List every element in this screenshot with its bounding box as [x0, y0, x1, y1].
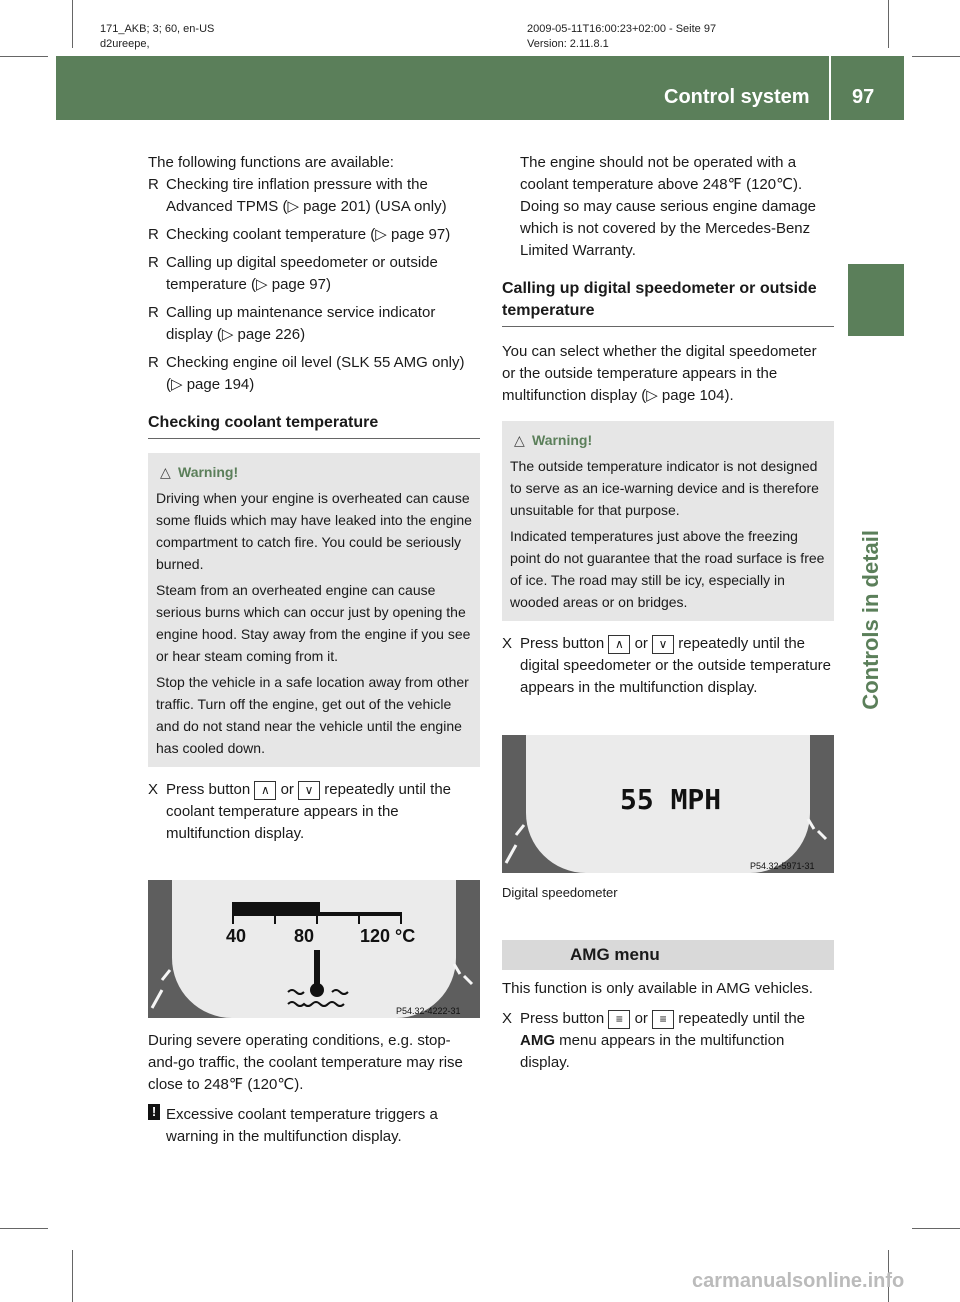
step-text-bold: AMG: [520, 1032, 555, 1049]
paragraph: This function is only available in AMG vehicles.: [502, 980, 813, 997]
step-text: or: [634, 1010, 648, 1027]
image-code: P54.32-4222-31: [396, 1006, 461, 1016]
list-item: R Calling up maintenance service indicator display (▷ page 226): [148, 302, 480, 346]
list-item: R Calling up digital speedometer or outside temperature (▷ page 97): [148, 252, 480, 296]
watermark: carmanualsonline.info: [692, 1270, 905, 1292]
gauge-label: 120 °C: [360, 926, 416, 946]
instruction-step: [502, 1008, 834, 1074]
paragraph: During severe operating conditions, e.g. stop-and-go traffic, the coolant temperature may rise close to 248℉ (120℃).: [148, 1032, 463, 1093]
image-caption: Digital speedometer: [502, 885, 618, 900]
exclamation-icon: !: [148, 1104, 160, 1120]
step-text: menu appears in the multifunction display.: [520, 1032, 785, 1071]
up-arrow-button-icon: ∧: [608, 635, 630, 654]
gauge-label: 40: [226, 926, 247, 946]
warning-text: Stop the vehicle in a safe location away from other traffic. Turn off the engine, get out of the vehicle and do not stand near the vehicle until the engine has cooled down.: [156, 674, 469, 756]
print-meta-left: [100, 22, 214, 52]
page-title: Control system: [664, 86, 810, 108]
section-heading: Calling up digital speedometer or outside temperature: [502, 278, 834, 327]
crop-mark: [0, 1228, 48, 1229]
warning-triangle-icon: △: [514, 432, 525, 448]
page-number: 97: [852, 86, 875, 108]
down-arrow-button-icon: ∨: [298, 781, 320, 800]
right-column-bottom: [502, 882, 834, 1074]
coolant-display-image: [148, 880, 480, 1018]
step-text: Press button: [520, 1010, 605, 1027]
speedometer-display-image: [502, 735, 834, 873]
side-tab: [848, 264, 904, 336]
instruction-step: [148, 779, 480, 845]
continuation-text: The engine should not be operated with a coolant temperature above 248℉ (120℃). Doing so may cause serious engine damage which is not covered by the Mercedes-Benz Limited Warranty.: [520, 154, 817, 259]
step-text: Press button: [166, 781, 251, 798]
crop-mark: [0, 56, 48, 57]
warning-title-text: Warning!: [532, 432, 593, 448]
step-text: repeatedly until the coolant temperature appears in the multifunction display.: [166, 781, 452, 842]
coolant-gauge-graphic: [148, 880, 480, 1018]
menu-forward-button-icon: ≡: [608, 1010, 630, 1029]
warning-title: [510, 429, 826, 451]
list-item: R Checking engine oil level (SLK 55 AMG only) (▷ page 194): [148, 352, 480, 396]
gauge-needles-graphic: [502, 735, 834, 873]
instruction-step: [502, 633, 834, 699]
gauge-label: 80: [294, 926, 315, 946]
step-text: or: [280, 781, 294, 798]
meta-line: 171_AKB; 3; 60, en-US: [100, 23, 215, 35]
left-column: [148, 152, 480, 845]
warning-text: Driving when your engine is overheated can cause some fluids which may have leaked into the engine compartment to catch fire. You could be seriously burned.: [156, 490, 472, 572]
crop-mark: [72, 1250, 73, 1302]
list-item: R Checking coolant temperature (▷ page 97): [148, 224, 480, 246]
up-arrow-button-icon: ∧: [254, 781, 276, 800]
list-item: R Checking tire inflation pressure with the Advanced TPMS (▷ page 201) (USA only): [148, 174, 480, 218]
header-divider: [829, 56, 831, 120]
warning-title: [156, 461, 472, 483]
crop-mark: [912, 1228, 960, 1229]
warning-title-text: Warning!: [178, 464, 239, 480]
down-arrow-button-icon: ∨: [652, 635, 674, 654]
crop-mark: [912, 56, 960, 57]
crop-mark: [72, 0, 73, 48]
meta-line: Version: 2.11.8.1: [527, 38, 609, 50]
warning-box: [502, 421, 834, 621]
warning-box: [148, 453, 480, 767]
step-text: repeatedly until the: [678, 1010, 806, 1027]
warning-text: Steam from an overheated engine can cause serious burns which can occur just by opening the engine hood. Stay away from the engine if you see or hear steam coming from it.: [156, 582, 471, 664]
note: [148, 1104, 480, 1148]
print-meta-right: [527, 22, 716, 52]
amg-heading: AMG menu: [502, 940, 834, 970]
paragraph: You can select whether the digital speedometer or the outside temperature appears in the multifunction display (▷ page 104).: [502, 343, 817, 404]
intro-text: The following functions are available:: [148, 154, 394, 171]
note-text: Excessive coolant temperature triggers a warning in the multifunction display.: [166, 1106, 438, 1145]
warning-triangle-icon: △: [160, 464, 171, 480]
meta-line: d2ureepe,: [100, 38, 150, 50]
speed-readout: 55 MPH: [620, 783, 722, 816]
step-text: or: [634, 635, 648, 652]
warning-text: Indicated temperatures just above the freezing point do not guarantee that the road surface is free of ice. The road may still be icy, especially in wooded areas or on bridges.: [510, 528, 825, 610]
menu-back-button-icon: ≡: [652, 1010, 674, 1029]
meta-line: 2009-05-11T16:00:23+02:00 - Seite 97: [527, 23, 717, 35]
image-code: P54.32-5971-31: [750, 861, 815, 871]
section-heading: Checking coolant temperature: [148, 412, 480, 439]
right-column: [502, 152, 834, 699]
step-text: repeatedly until the digital speedometer or the outside temperature appears in the multifunction display.: [520, 635, 832, 696]
left-column-bottom: [148, 1030, 480, 1148]
step-text: Press button: [520, 635, 605, 652]
warning-text: The outside temperature indicator is not designed to serve as an ice-warning device and is therefore unsuitable for that purpose.: [510, 458, 819, 518]
section-label: Controls in detail: [858, 530, 883, 710]
crop-mark: [888, 0, 889, 48]
